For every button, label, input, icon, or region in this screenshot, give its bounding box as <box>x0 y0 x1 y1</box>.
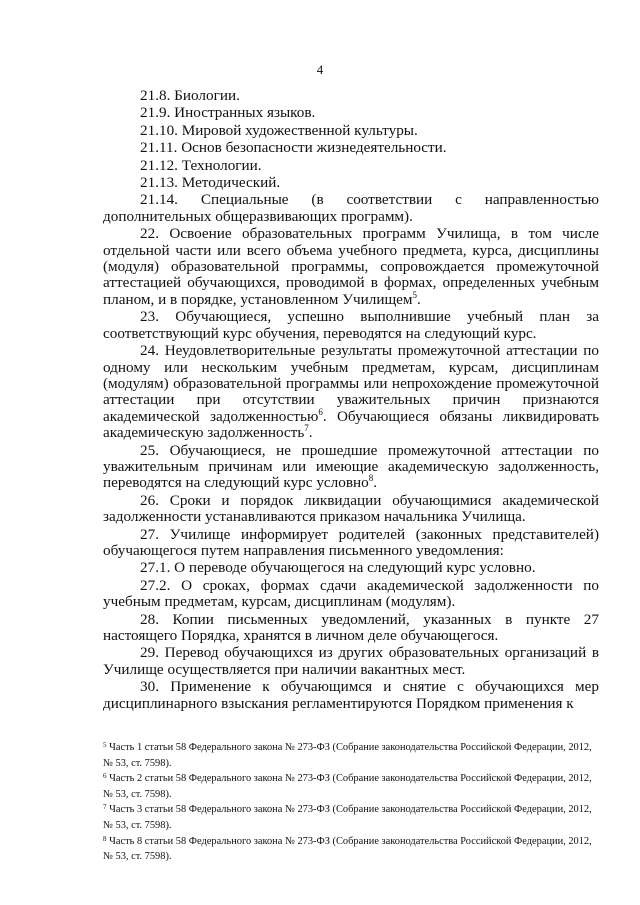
paragraph-text: О переводе обучающегося на следующий курс условно. <box>174 559 536 577</box>
footnote-item <box>103 771 601 802</box>
paragraph-number: 27.1. <box>140 559 171 577</box>
footnote-item <box>103 802 601 833</box>
paragraph-item <box>103 612 599 645</box>
paragraph-number: 21.14. <box>140 191 178 209</box>
paragraph-text: Сроки и порядок ликвидации обучающимися академической задолженности устанавливаются приказом начальника Училища. <box>103 491 600 526</box>
footnote-text: Часть 8 статьи 58 Федерального закона № 273-ФЗ (Собрание законодательства Российской Федерации, 2012, № 53, ст. 7598). <box>103 835 592 863</box>
paragraph-item <box>103 679 599 712</box>
footnote-ref: 8 <box>368 473 374 484</box>
paragraph-text: Специальные (в соответствии с направленностью дополнительных общеразвивающих программ). <box>103 191 600 225</box>
footnote-ref: 5 <box>412 289 417 300</box>
paragraph-item <box>103 88 599 104</box>
paragraph-item <box>103 560 599 576</box>
paragraph-text: Обучающиеся, не прошедшие промежуточной аттестации по уважительным причинам или имеющие академическую задолженность, переводятся на следующий курс условно <box>103 441 599 492</box>
paragraph-text-tail: . <box>417 290 421 308</box>
paragraph-text: О сроках, формах сдачи академической задолженности по учебным предметам, курсам, дисциплинам (модулям). <box>103 576 600 611</box>
paragraph-item <box>103 140 599 156</box>
paragraph-item <box>103 527 599 560</box>
footnotes <box>103 740 601 865</box>
paragraph-number: 26. <box>140 491 159 509</box>
footnote-item <box>103 740 601 771</box>
paragraph-item <box>103 578 599 611</box>
paragraph-item <box>103 158 599 174</box>
paragraph-number: 25. <box>140 441 159 459</box>
paragraph-number: 21.8. <box>140 87 171 104</box>
footnote-text: Часть 3 статьи 58 Федерального закона № 273-ФЗ (Собрание законодательства Российской Федерации, 2012, № 53, ст. 7598). <box>103 804 592 831</box>
paragraph-item <box>103 192 599 225</box>
page-number: 4 <box>316 62 324 77</box>
footnote-mark: 7 <box>103 803 107 812</box>
footnote-item <box>103 834 601 865</box>
footnote-mark: 5 <box>103 741 107 749</box>
document-body <box>103 88 599 713</box>
paragraph-text: Неудовлетворительные результаты промежуточной аттестации по одному или нескольким учебным предметам, курсам, дисциплинам (модулям) образовательной программы или непрохождение промежуточной аттестации при отсутствии уважительных причин признаются академической задолженностью <box>103 342 600 425</box>
paragraph-item <box>103 343 599 441</box>
paragraph-number: 21.13. <box>140 174 178 192</box>
paragraph-text: Училище информирует родителей (законных представителей) обучающегося путем направления письменного уведомления: <box>103 525 599 559</box>
paragraph-text: Обучающиеся, успешно выполнившие учебный план за соответствующий курс обучения, переводятся на следующий курс. <box>103 308 599 342</box>
paragraph-number: 21.11. <box>140 139 178 157</box>
paragraph-number: 21.9. <box>140 104 171 122</box>
paragraph-number: 21.10. <box>140 121 178 139</box>
paragraph-text: Мировой художественной культуры. <box>181 121 418 139</box>
paragraph-item <box>103 443 599 492</box>
paragraph-number: 27.2. <box>140 576 171 594</box>
paragraph-text: Применение к обучающимся и снятие с обучающихся мер дисциплинарного взыскания регламентируются Порядком применения к <box>103 678 600 712</box>
paragraph-text: Иностранных языков. <box>174 104 316 122</box>
paragraph-text-tail: . Обучающиеся обязаны ликвидировать академическую задолженность <box>103 407 599 442</box>
paragraph-text: Биологии. <box>174 87 240 104</box>
paragraph-text: Основ безопасности жизнедеятельности. <box>181 139 447 157</box>
paragraph-text: Копии письменных уведомлений, указанных в пункте 27 настоящего Порядка, хранятся в личном деле обучающегося. <box>103 610 599 644</box>
paragraph-number: 21.12. <box>140 156 178 174</box>
paragraph-number: 30. <box>140 678 159 696</box>
footnote-mark: 6 <box>103 772 107 781</box>
paragraph-text: Перевод обучающихся из других образовательных организаций в Училище осуществляется при наличии вакантных мест. <box>103 644 600 678</box>
footnote-text: Часть 2 статьи 58 Федерального закона № 273-ФЗ (Собрание законодательства Российской Федерации, 2012, № 53, ст. 7598). <box>103 773 592 800</box>
paragraph-text: Технологии. <box>181 156 262 174</box>
paragraph-item <box>103 493 599 526</box>
footnote-ref: 7 <box>304 423 309 434</box>
footnote-mark: 8 <box>103 834 107 843</box>
paragraph-text-tail: . <box>373 474 378 492</box>
paragraph-item <box>103 226 599 308</box>
paragraph-text: Методический. <box>181 174 281 192</box>
paragraph-text: Освоение образовательных программ Училища, в том числе отдельной части или всего объема учебного предмета, курса, дисциплины (модуля) образовательной программы, сопровождается промежуточной аттестацией обучающихся, проводимой в формах, определенных учебным планом, и в порядке, установленном Училищем <box>103 225 599 308</box>
paragraph-number: 28. <box>140 610 159 628</box>
paragraph-number: 27. <box>140 525 159 543</box>
paragraph-item <box>103 309 599 342</box>
paragraph-item <box>103 105 599 121</box>
paragraph-number: 24. <box>140 342 159 360</box>
paragraph-item <box>103 645 599 678</box>
paragraph-item <box>103 123 599 139</box>
footnote-ref: 6 <box>318 406 323 417</box>
paragraph-number: 29. <box>140 644 159 662</box>
footnote-text: Часть 1 статьи 58 Федерального закона № 273-ФЗ (Собрание законодательства Российской Федерации, 2012, № 53, ст. 7598). <box>103 742 592 769</box>
paragraph-number: 22. <box>140 225 159 243</box>
paragraph-number: 23. <box>140 308 159 326</box>
paragraph-item <box>103 175 599 191</box>
paragraph-text-tail: . <box>308 424 313 442</box>
